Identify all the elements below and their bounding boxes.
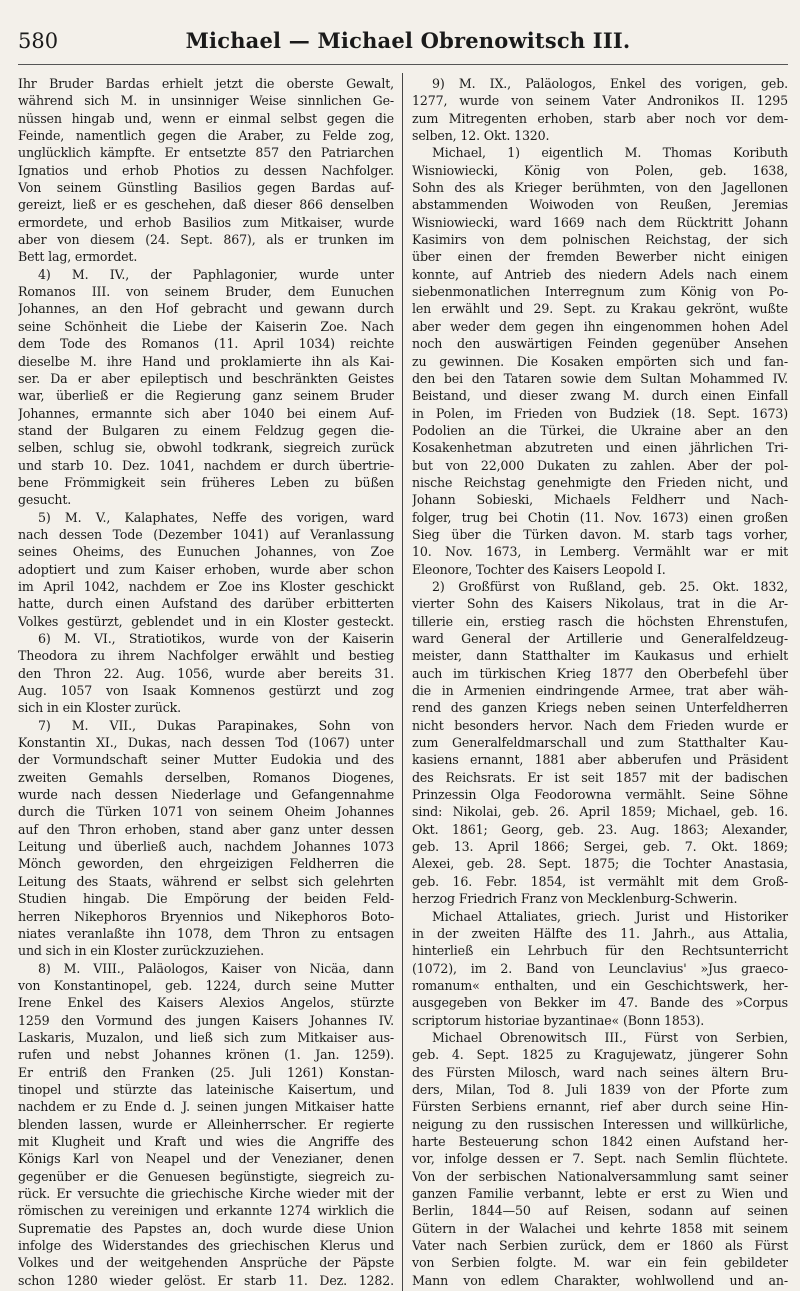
text-line: römischen zu vereinigen und erkannte 1274 wirklich die: [18, 1203, 394, 1219]
text-line: von Serbien folgte. M. war ein fein gebildeter: [412, 1255, 788, 1271]
text-line: durch die Türken 1071 von seinem Oheim Johannes: [18, 804, 394, 820]
text-line: Von seinem Günstling Basilios gegen Bardas auf-: [18, 180, 394, 196]
text-line: des Fürsten Milosch, ward nach seines ältern Bru-: [412, 1064, 788, 1080]
text-line: nicht besonders hervor. Nach dem Frieden wurde er: [412, 717, 788, 733]
text-line: gegenüber er die Genuesen begünstigte, siegreich zu-: [18, 1168, 394, 1184]
text-line: Wisniowiecki, ward 1669 nach dem Rücktritt Johann: [412, 214, 788, 230]
text-line: Alexei, geb. 28. Sept. 1875; die Tochter Anastasia,: [412, 856, 788, 872]
text-line: siebenmonatlichen Interregnum zum König von Po-: [412, 284, 788, 300]
text-line: Beistand, und dieser zwang M. durch einen Einfall: [412, 388, 788, 404]
text-line: selben, 12. Okt. 1320.: [412, 128, 550, 144]
text-line: Königs Karl von Neapel und der Venezianer, denen: [18, 1151, 394, 1167]
text-line: scriptorum historiae byzantinae« (Bonn 1853).: [412, 1012, 705, 1028]
text-line: stand der Bulgaren zu einem Feldzug gegen die-: [18, 422, 394, 438]
text-line: 4) M. IV., der Paphlagonier, wurde unter: [38, 266, 394, 282]
text-line: infolge des Widerstandes des griechischen Klerus und: [18, 1238, 394, 1254]
text-line: Von der serbischen Nationalversammlung samt seiner: [412, 1168, 788, 1184]
text-line: neigung zu den russischen Interessen und willkürliche,: [412, 1116, 788, 1132]
text-line: Volkes und der weitgehenden Ansprüche der Päpste: [18, 1255, 394, 1271]
text-line: 7) M. VII., Dukas Parapinakes, Sohn von: [38, 717, 394, 733]
text-line: zum Generalfeldmarschall und zum Statthalter Kau-: [412, 735, 788, 751]
text-line: romanum« enthalten, und ein Geschichtswerk, her-: [412, 977, 788, 993]
text-line: 5) M. V., Kalaphates, Neffe des vorigen, ward: [38, 509, 394, 525]
text-line: 2) Großfürst von Rußland, geb. 25. Okt. 1832,: [432, 578, 788, 594]
text-line: 6) M. VI., Stratiotikos, wurde von der Kaiserin: [38, 631, 394, 646]
text-line: nische Reichstag genehmigte den Frieden nicht, und: [412, 474, 788, 490]
text-line: aber von diesem (24. Sept. 867), als er trunken im: [18, 232, 394, 248]
text-line: harte Besteuerung schon 1842 einen Aufstand her-: [412, 1133, 788, 1149]
running-head: Michael — Michael Obrenowitsch III.: [185, 28, 631, 53]
text-line: Michael, 1) eigentlich M. Thomas Koributh: [432, 145, 788, 161]
text-line: sind: Nikolai, geb. 26. April 1859; Michael, geb. 16.: [412, 804, 788, 820]
text-line: unglücklich kämpfte. Er entsetzte 857 den Patriarchen: [18, 145, 394, 161]
text-line: den bei den Tataren sowie dem Sultan Mohammed IV.: [412, 370, 788, 386]
text-line: Fürsten Serbiens ernannt, rief aber durch seine Hin-: [412, 1099, 788, 1115]
text-line: folger, trug bei Chotin (11. Nov. 1673) einen großen: [412, 509, 788, 525]
text-line: Johannes, an den Hof gebracht und gewann durch: [18, 301, 394, 317]
text-line: Er entriß den Franken (25. Juli 1261) Konstan-: [18, 1064, 394, 1080]
left-column: [18, 75, 402, 1291]
text-line: auch im türkischen Krieg 1877 den Oberbefehl über: [412, 665, 788, 681]
text-line: (1072), im 2. Band von Leunclavius' »Jus graeco-: [412, 960, 788, 976]
text-line: des Reichsrats. Er ist seit 1857 mit der badischen: [412, 769, 788, 785]
text-line: meister, dann Statthalter im Kaukasus und erhielt: [412, 648, 788, 664]
text-line: zum Mitregenten erhoben, starb aber noch vor dem-: [412, 110, 788, 126]
text-line: und starb 10. Dez. 1041, nachdem er durch übertrie-: [18, 457, 394, 473]
text-line: Aug. 1057 von Isaak Komnenos gestürzt und zog: [18, 683, 394, 699]
text-line: Gütern in der Walachei und kehrte 1858 mit seinem: [412, 1220, 788, 1236]
text-line: Ihr Bruder Bardas erhielt jetzt die oberste Gewalt,: [18, 76, 394, 91]
text-line: Leitung des Staats, während er selbst sich gelehrten: [18, 873, 394, 889]
text-line: Kosakenhetman abzutreten und einen jährlichen Tri-: [412, 440, 788, 456]
text-line: Michael Obrenowitsch III., Fürst von Serbien,: [432, 1029, 788, 1045]
text-line: zu gewinnen. Die Kosaken empörten sich und fan-: [412, 353, 788, 369]
text-line: rufen und nebst Johannes krönen (1. Jan. 1259).: [18, 1047, 394, 1063]
page-number: 580: [18, 29, 59, 53]
text-line: vor, infolge dessen er 7. Sept. nach Semlin flüchtete.: [412, 1151, 788, 1167]
text-line: 8) M. VIII., Paläologos, Kaiser von Nicäa, dann: [38, 960, 394, 976]
text-line: Theodora zu ihrem Nachfolger erwählt und bestieg: [18, 648, 394, 664]
text-line: niates veranlaßte ihn 1078, dem Thron zu entsagen: [18, 925, 394, 941]
text-line: die in Armenien eindringende Armee, trat aber wäh-: [412, 683, 788, 699]
text-line: in Polen, im Frieden von Budziek (18. Sept. 1673): [412, 405, 788, 421]
text-line: kasiens ernannt, 1881 aber abberufen und Präsident: [412, 752, 788, 768]
text-line: nach dessen Tode (Dezember 1041) auf Veranlassung: [18, 526, 394, 542]
page-header: [18, 28, 788, 65]
text-line: Sohn des als Krieger berühmten, von den Jagellonen: [412, 180, 788, 196]
text-line: noch den auswärtigen Feinden gegenüber Ansehen: [412, 336, 788, 352]
text-line: Laskaris, Muzalon, und ließ sich zum Mitkaiser aus-: [18, 1029, 394, 1045]
text-line: geb. 13. April 1866; Sergei, geb. 7. Okt. 1869;: [412, 839, 788, 855]
text-line: Bett lag, ermordet.: [18, 249, 138, 265]
text-line: aber weder dem gegen ihn eingenommen hohen Adel: [412, 318, 788, 334]
text-line: Mann von edlem Charakter, wohlwollend und an-: [412, 1272, 788, 1288]
text-line: Feinde, namentlich gegen die Araber, zu Felde zog,: [18, 128, 394, 144]
text-line: Eleonore, Tochter des Kaisers Leopold I.: [412, 561, 666, 577]
text-line: Berlin, 1844—50 auf Reisen, sodann auf seinen: [412, 1203, 788, 1219]
text-line: rück. Er versuchte die griechische Kirche wieder mit der: [18, 1186, 394, 1201]
text-line: 10. Nov. 1673, in Lemberg. Vermählt war er mit: [412, 544, 788, 560]
text-line: Johannes, ermannte sich aber 1040 bei einem Auf-: [18, 405, 394, 421]
text-line: dieselbe M. ihre Hand und proklamierte ihn als Kai-: [18, 353, 394, 369]
text-line: 1277, wurde von seinem Vater Andronikos II. 1295: [412, 93, 788, 109]
text-line: im April 1042, nachdem er Zoe ins Kloster geschickt: [18, 578, 394, 594]
text-line: war, überließ er die Regierung ganz seinem Bruder: [18, 388, 394, 404]
text-line: nüssen hingab und, wenn er einmal selbst gegen die: [18, 110, 394, 126]
text-line: nachdem er zu Ende d. J. seinen jungen Mitkaiser hatte: [18, 1099, 394, 1115]
text-line: schon 1280 wieder gelöst. Er starb 11. Dez. 1282.: [18, 1272, 394, 1288]
text-line: geb. 4. Sept. 1825 zu Kragujewatz, jüngerer Sohn: [412, 1047, 788, 1063]
text-line: ders, Milan, Tod 8. Juli 1839 von der Pforte zum: [412, 1081, 788, 1097]
text-line: bene Frömmigkeit sein früheres Leben zu büßen: [18, 474, 394, 490]
text-line: während sich M. in unsinniger Weise sinnlichen Ge-: [18, 93, 394, 109]
text-line: geb. 16. Febr. 1854, ist vermählt mit dem Groß-: [412, 873, 788, 889]
text-line: 9) M. IX., Paläologos, Enkel des vorigen, geb.: [432, 76, 788, 91]
text-line: blenden lassen, wurde er Alleinherrscher. Er regierte: [18, 1116, 394, 1132]
text-line: und sich in ein Kloster zurückzuziehen.: [18, 943, 264, 959]
text-line: Prinzessin Olga Feodorowna vermählt. Seine Söhne: [412, 787, 788, 803]
text-line: Vater nach Serbien zurück, dem er 1860 als Fürst: [412, 1238, 788, 1254]
text-line: adoptiert und zum Kaiser erhoben, wurde aber schon: [18, 561, 394, 577]
text-line: ser. Da er aber epileptisch und beschränkten Geistes: [18, 370, 394, 386]
text-line: Johann Sobieski, Michaels Feldherr und Nach-: [412, 492, 788, 508]
text-line: mit Klugheit und Kraft und wies die Angriffe des: [18, 1133, 394, 1149]
text-line: tinopel und stürzte das lateinische Kaisertum, und: [18, 1081, 394, 1097]
text-line: ermordete, und erhob Basilios zum Mitkaiser, wurde: [18, 214, 394, 230]
text-line: hinterließ ein Lehrbuch für den Rechtsunterricht: [412, 943, 788, 959]
text-line: ganzen Familie verbannt, lebte er erst zu Wien und: [412, 1186, 788, 1201]
text-line: Studien hingab. Die Empörung der beiden Feld-: [18, 891, 394, 907]
text-line: über einen der fremden Bewerber nicht einigen: [412, 249, 788, 265]
right-column: [403, 75, 788, 1291]
text-line: sich in ein Kloster zurück.: [18, 700, 181, 716]
text-line: abstammenden Woiwoden von Reußen, Jeremias: [412, 197, 788, 213]
text-line: den Thron 22. Aug. 1056, wurde aber bereits 31.: [18, 665, 394, 681]
text-line: herren Nikephoros Bryennios und Nikephoros Boto-: [18, 908, 394, 924]
text-line: Konstantin XI., Dukas, nach dessen Tod (1067) unter: [18, 735, 394, 751]
text-line: Suprematie des Papstes an, doch wurde diese Union: [18, 1220, 394, 1236]
text-line: Volkes gestürzt, geblendet und in ein Kloster gesteckt.: [18, 613, 394, 629]
text-line: Michael Attaliates, griech. Jurist und Historiker: [432, 908, 788, 924]
text-line: Ignatios und erhob Photios zu dessen Nachfolger.: [18, 162, 394, 178]
text-line: ward General der Artillerie und Generalfeldzeug-: [412, 631, 788, 646]
text-line: selben, schlug sie, obwohl todkrank, siegreich zurück: [18, 440, 394, 456]
text-line: rend des ganzen Kriegs neben seinen Unterfeldherren: [412, 700, 788, 716]
text-line: len erwählt und 29. Sept. zu Krakau gekrönt, wußte: [412, 301, 788, 317]
text-line: Leitung und überließ auch, nachdem Johannes 1073: [18, 839, 394, 855]
text-line: Sieg über die Türken davon. M. starb tags vorher,: [412, 526, 788, 542]
text-line: zweiten Gemahls derselben, Romanos Diogenes,: [18, 769, 394, 785]
text-line: tillerie ein, erstieg rasch die höchsten Ehrenstufen,: [412, 613, 788, 629]
text-line: auf den Thron erhoben, stand aber ganz unter dessen: [18, 821, 394, 837]
text-line: Kasimirs von dem polnischen Reichstag, der sich: [412, 232, 788, 248]
text-line: gereizt, ließ er es geschehen, daß dieser 866 denselben: [18, 197, 394, 213]
text-line: dem Tode des Romanos (11. April 1034) reichte: [18, 336, 394, 352]
text-line: vierter Sohn des Kaisers Nikolaus, trat in die Ar-: [412, 596, 788, 612]
text-line: von Konstantinopel, geb. 1224, durch seine Mutter: [18, 977, 394, 993]
text-line: 1259 den Vormund des jungen Kaisers Johannes IV.: [18, 1012, 394, 1028]
text-line: wurde nach dessen Niederlage und Gefangennahme: [18, 787, 394, 803]
text-line: Wisniowiecki, König von Polen, geb. 1638,: [412, 162, 788, 178]
text-line: Podolien an die Türkei, die Ukraine aber an den: [412, 422, 788, 438]
text-line: konnte, auf Antrieb des niedern Adels nach einem: [412, 266, 788, 282]
text-line: hatte, durch einen Aufstand des darüber erbitterten: [18, 596, 394, 612]
text-line: Okt. 1861; Georg, geb. 23. Aug. 1863; Alexander,: [412, 821, 788, 837]
text-columns: [18, 75, 788, 1291]
text-line: seine Schönheit die Liebe der Kaiserin Zoe. Nach: [18, 318, 394, 334]
text-line: but von 22,000 Dukaten zu zahlen. Aber der pol-: [412, 457, 788, 473]
text-line: gesucht.: [18, 492, 72, 508]
text-line: herzog Friedrich Franz von Mecklenburg-Schwerin.: [412, 891, 738, 907]
text-line: Mönch geworden, den ehrgeizigen Feldherren die: [18, 856, 394, 872]
text-line: seines Oheims, des Eunuchen Johannes, von Zoe: [18, 544, 394, 560]
text-line: Irene Enkel des Kaisers Alexios Angelos, stürzte: [18, 995, 394, 1011]
text-line: der Vormundschaft seiner Mutter Eudokia und des: [18, 752, 394, 768]
text-line: ausgegeben von Bekker im 47. Bande des »Corpus: [412, 995, 788, 1011]
text-line: Romanos III. von seinem Bruder, dem Eunuchen: [18, 284, 394, 300]
text-line: in der zweiten Hälfte des 11. Jahrh., aus Attalia,: [412, 925, 788, 941]
